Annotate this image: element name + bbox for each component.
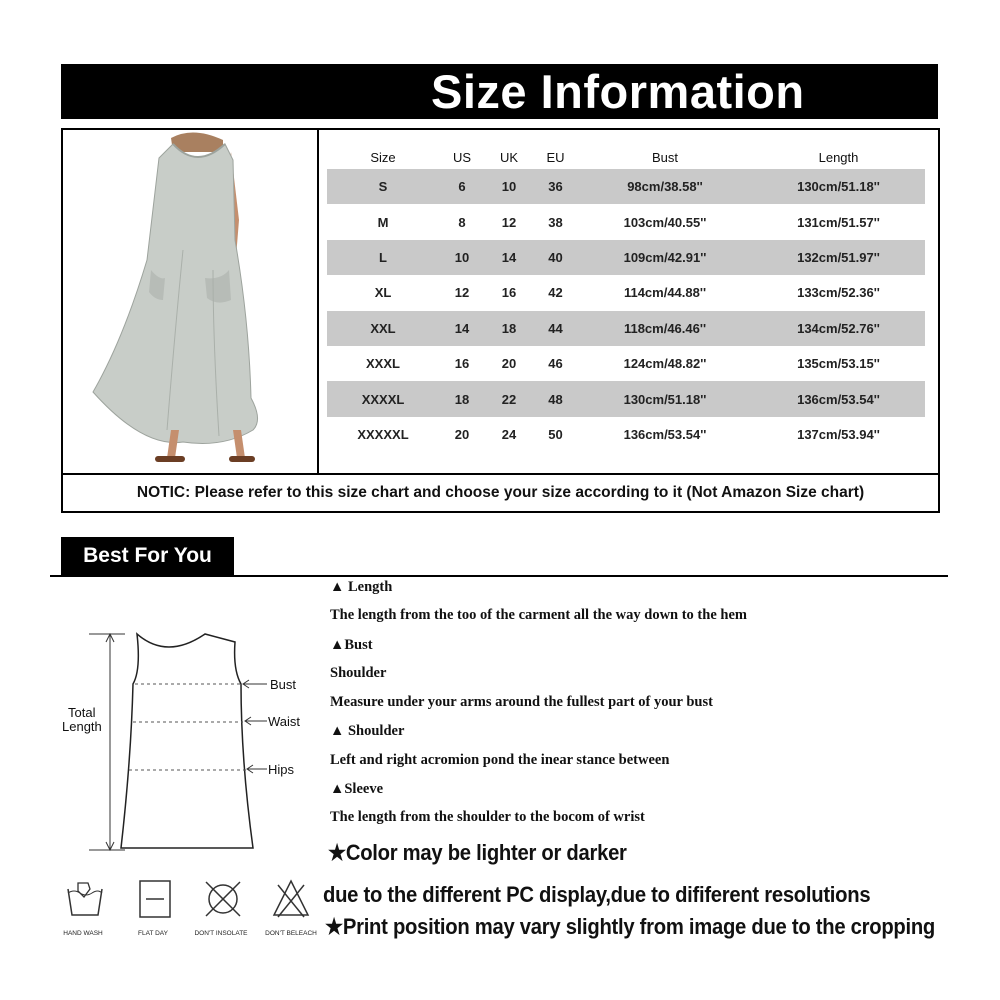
table-row [327,240,925,275]
guide-length-text: The length from the too of the carment all the way down to the hem [330,607,747,623]
cell-bust: 98cm/38.58'' [578,169,752,204]
size-notice: NOTIC: Please refer to this size chart and choose your size according to it (Not Amazon Size chart) [63,473,938,513]
color-note: ★Color may be lighter or darker [328,840,627,865]
cell-us: 20 [454,426,470,442]
cell-eu: 48 [533,381,578,416]
cell-us: 10 [439,240,485,275]
cell-uk: 18 [485,311,533,346]
cell-size: XXXL [366,356,400,372]
cell-uk: 16 [501,285,517,301]
cell-length: 130cm/51.18'' [752,169,925,204]
cell-uk: 22 [485,381,533,416]
cell-eu: 50 [548,426,563,442]
do-not-bleach-label: DON'T BELEACH [265,930,317,937]
hips-label: Hips [268,762,295,777]
cell-length: 132cm/51.97'' [752,240,925,275]
do-not-bleach-icon [266,875,316,925]
cell-us: 18 [439,381,485,416]
dress-photo [63,130,319,473]
cell-size: XL [374,285,392,301]
table-row [327,381,925,416]
total-length-label-2: Length [62,719,102,734]
hand-wash-icon [60,875,110,925]
title-banner [61,64,938,119]
cell-length: 133cm/52.36'' [797,285,880,301]
dress-photo-image [63,130,317,473]
cell-us: 14 [439,311,485,346]
header-length: Length [818,149,859,165]
best-for-you-tab: Best For You [61,537,234,575]
cell-us: 8 [458,214,466,230]
guide-shoulder-text: Left and right acromion pond the inear stance between [330,752,670,768]
cell-us: 6 [439,169,485,204]
cell-eu: 42 [548,285,563,301]
cell-size: M [377,214,389,230]
guide-bust-heading: ▲Bust [330,637,373,653]
cell-eu: 38 [548,214,563,230]
cell-length: 134cm/52.76'' [752,311,925,346]
guide-shoulder-word: Shoulder [330,665,387,681]
cell-eu: 46 [548,356,563,372]
display-note: due to the different PC display,due to dififerent resolutions [323,882,871,907]
cell-bust: 136cm/53.54'' [623,426,707,442]
measurement-diagram [55,620,320,860]
cell-length: 136cm/53.54'' [752,381,925,416]
waist-label: Waist [268,714,301,729]
cell-bust: 124cm/48.82'' [623,356,707,372]
cell-uk: 14 [485,240,533,275]
cell-bust: 130cm/51.18'' [578,381,752,416]
cell-length: 137cm/53.94'' [797,426,880,442]
flat-dry-icon [130,875,180,925]
header-bust: Bust [651,149,678,165]
table-row [327,346,925,381]
cell-us: 16 [454,356,470,372]
cell-eu: 36 [533,169,578,204]
table-row [327,169,925,204]
cell-length: 131cm/51.57'' [797,214,880,230]
cell-bust: 118cm/46.46'' [578,311,752,346]
header-uk: UK [499,149,519,165]
guide-bust-text: Measure under your arms around the fullest part of your bust [330,694,713,710]
size-table [327,145,925,452]
page-title: Size Information [431,65,805,118]
cell-length: 135cm/53.15'' [797,356,880,372]
cell-size: L [327,240,439,275]
cell-size: XXL [327,311,439,346]
table-row [327,311,925,346]
guide-length-heading: ▲ Length [330,579,393,595]
do-not-insolate-icon [198,875,248,925]
guide-sleeve-heading: ▲Sleeve [330,781,384,797]
guide-shoulder-heading: ▲ Shoulder [330,723,405,739]
header-us: US [452,149,472,165]
guide-sleeve-text: The length from the shoulder to the bocom of wrist [330,809,645,825]
cell-size: S [327,169,439,204]
table-row [327,417,925,452]
cell-uk: 20 [501,356,517,372]
cell-eu: 44 [533,311,578,346]
cell-bust: 103cm/40.55'' [623,214,707,230]
section-divider [50,575,948,577]
hand-wash-label: HAND WASH [63,930,103,937]
cell-uk: 10 [485,169,533,204]
table-row [327,275,925,310]
cell-uk: 24 [501,426,517,442]
header-size: Size [370,149,396,165]
table-header-row [327,145,925,169]
cell-us: 12 [454,285,470,301]
cell-bust: 109cm/42.91'' [578,240,752,275]
cell-size: XXXXL [327,381,439,416]
dress-outline [121,634,253,848]
cell-uk: 12 [501,214,517,230]
cell-size: XXXXXL [357,426,409,442]
cell-bust: 114cm/44.88'' [623,285,707,301]
header-eu: EU [546,149,565,165]
cell-eu: 40 [533,240,578,275]
table-row [327,204,925,239]
bust-label: Bust [270,677,297,692]
print-note: ★Print position may vary slightly from image due to the cropping [325,914,936,939]
flat-dry-label: FLAT DAY [138,930,168,937]
do-not-insolate-label: DON'T INSOLATE [194,930,248,937]
total-length-label-1: Total [68,705,96,720]
